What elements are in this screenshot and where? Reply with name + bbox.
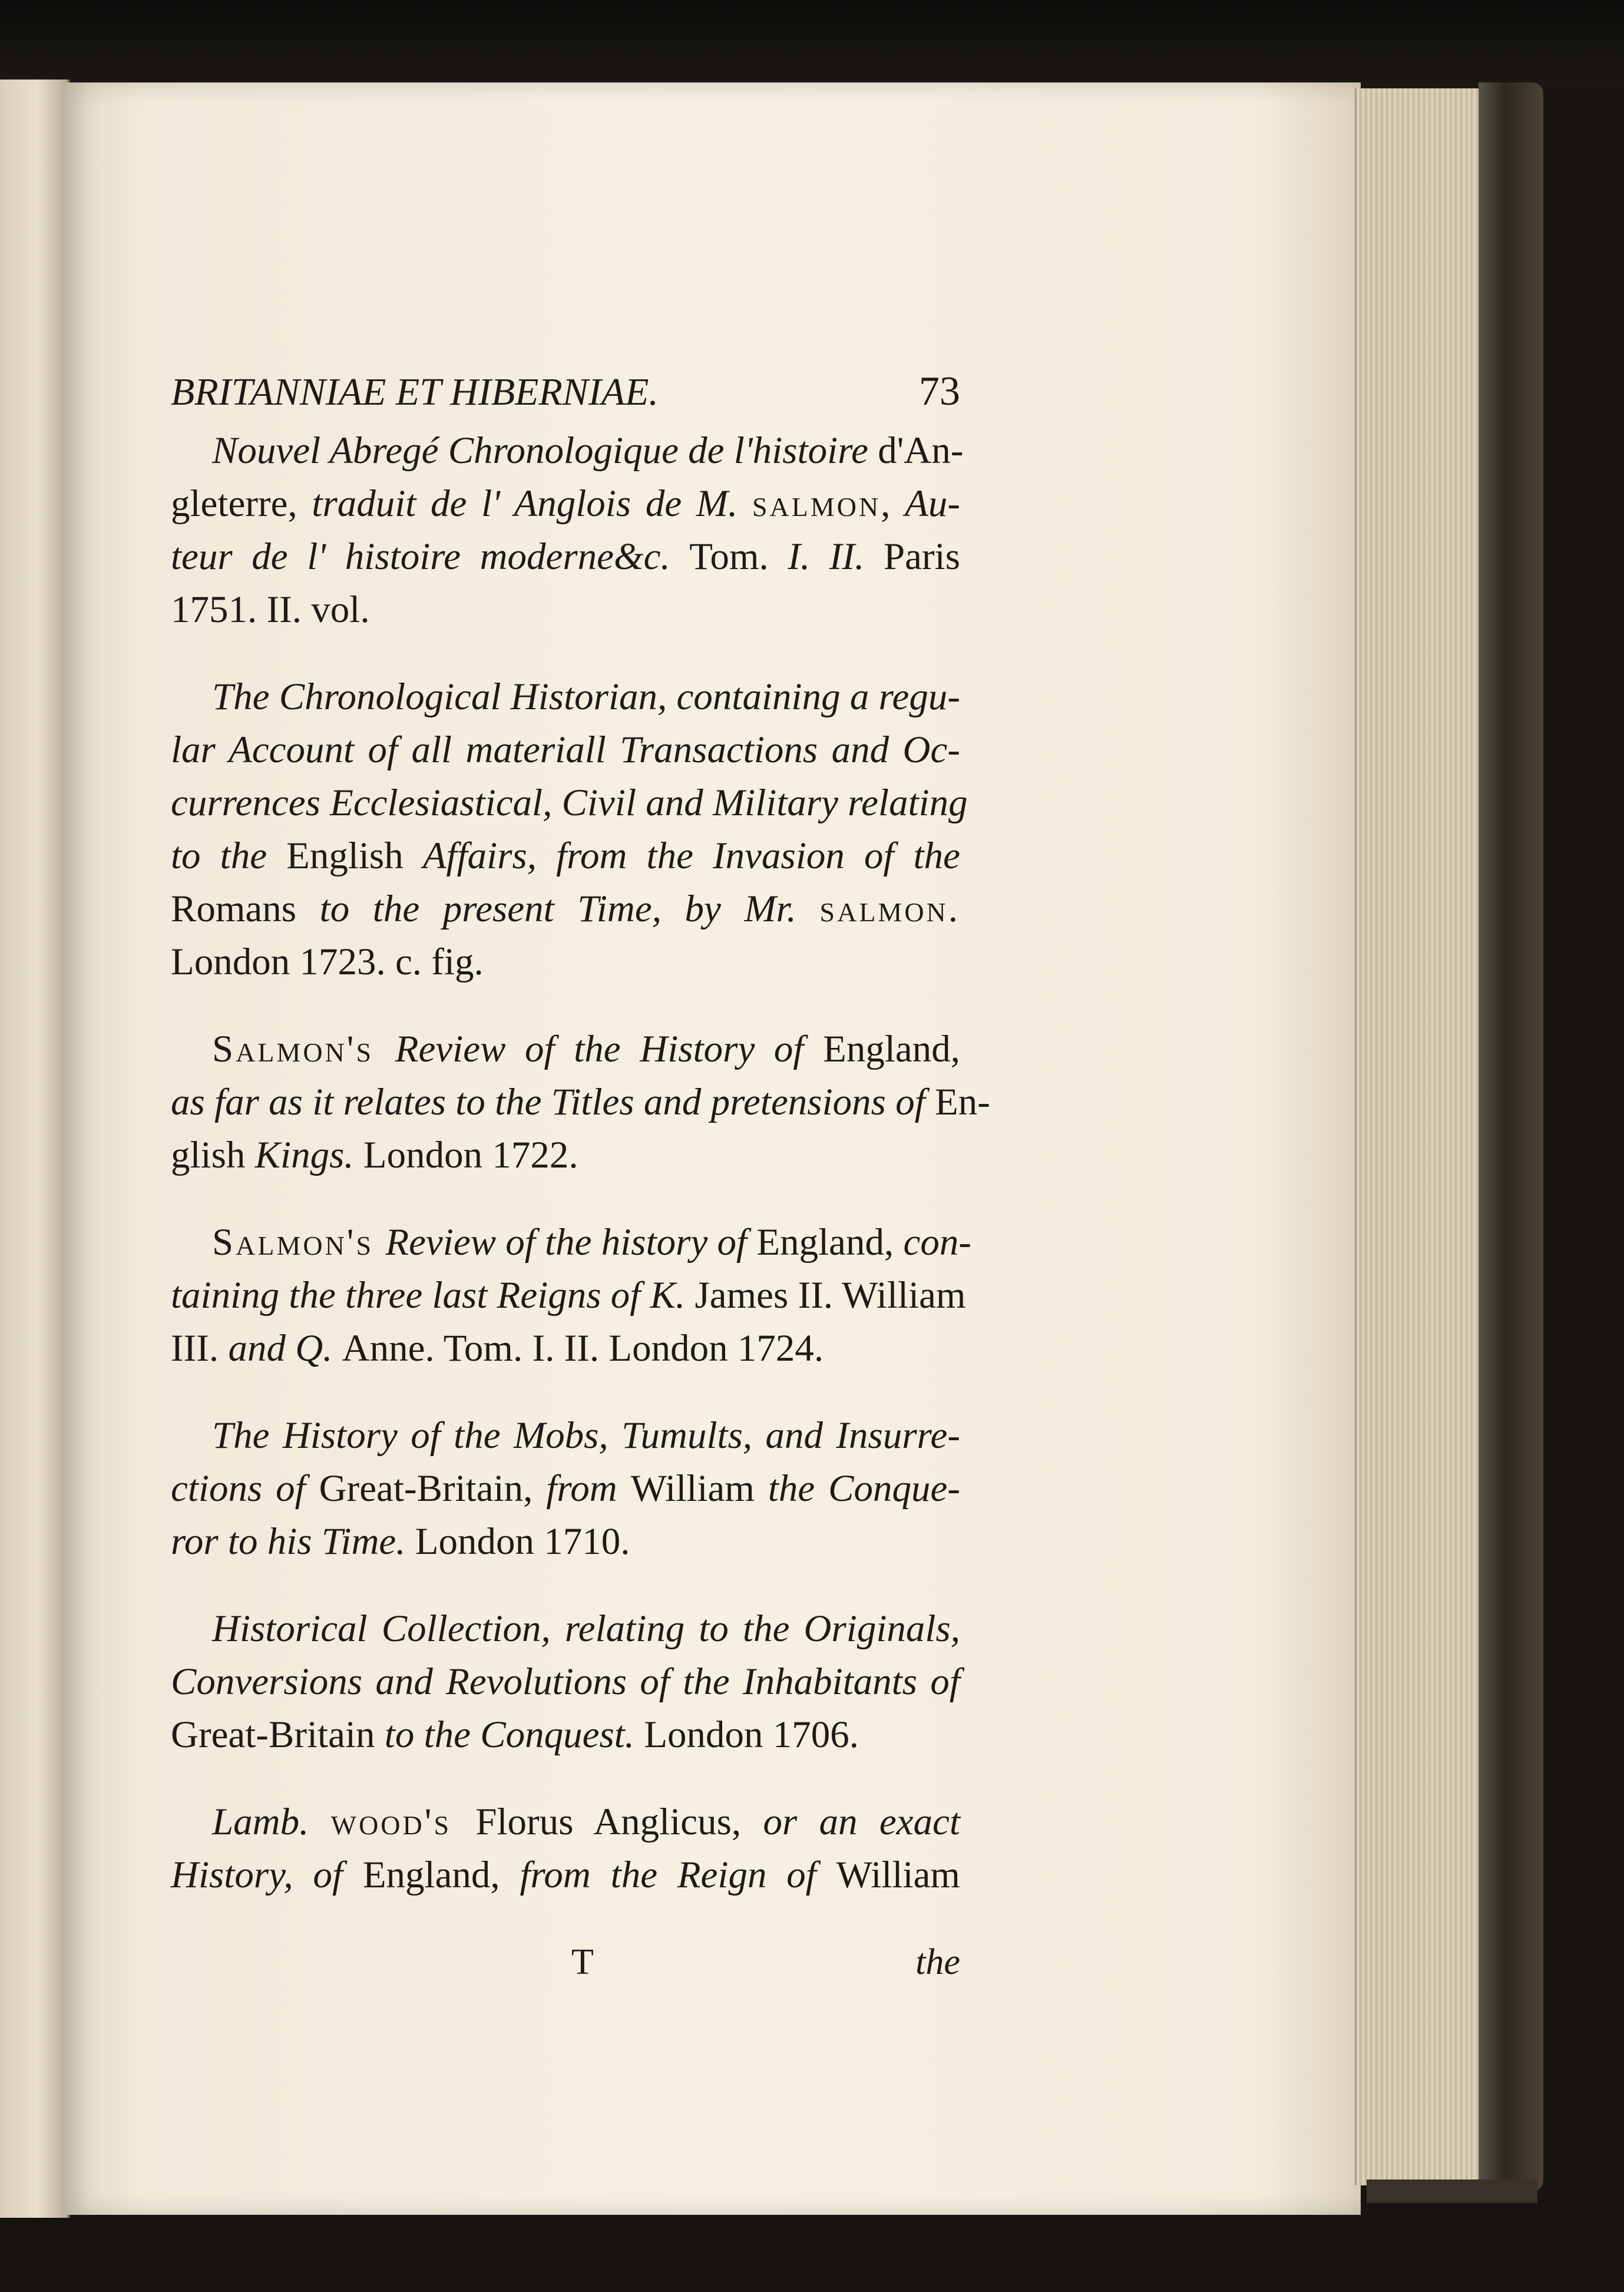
text-line <box>171 583 960 636</box>
text-line <box>171 424 964 477</box>
signature-mark: T <box>571 1942 594 1982</box>
italic-text: I. II. <box>788 535 884 578</box>
bibliography-entry <box>171 670 968 988</box>
page-footer <box>171 1936 960 1989</box>
roman-text: England, <box>823 1028 960 1070</box>
italic-text: to the present Time, by Mr. <box>319 888 820 930</box>
italic-text: as far as it relates to the Titles and pretensions of <box>171 1081 935 1123</box>
text-line <box>171 477 960 530</box>
text-line <box>171 1708 960 1761</box>
roman-text: England, <box>756 1221 904 1264</box>
roman-text: Paris <box>884 535 960 578</box>
page-title: BRITANNIAE ET HIBERNIAE. <box>171 371 659 414</box>
text-line <box>171 1848 960 1901</box>
italic-text: currences Ecclesiastical, Civil and Military relating <box>171 782 968 824</box>
italic-text: from <box>546 1467 631 1510</box>
italic-text: lar Account of all materiall Transactions and Oc- <box>171 729 960 771</box>
book-cover-bottom <box>1367 2179 1537 2203</box>
roman-text: James II. William <box>694 1274 966 1317</box>
text-line <box>171 1462 960 1515</box>
bibliography-entry <box>171 1602 960 1761</box>
running-head <box>171 365 960 424</box>
text-line <box>171 1795 960 1848</box>
text-line <box>171 1322 960 1375</box>
roman-text: 1751. II. vol. <box>171 588 370 631</box>
italic-text: to the <box>171 835 287 877</box>
italic-text: Affairs, from the Invasion of the <box>422 835 960 877</box>
text-line <box>171 935 960 988</box>
roman-text: En- <box>935 1081 990 1123</box>
roman-text: Florus Anglicus, <box>475 1801 763 1843</box>
roman-text: d'An- <box>878 429 964 472</box>
italic-text: The Chronological Historian, containing a regu- <box>212 676 960 718</box>
small-caps-text: Salmon's <box>212 1221 386 1264</box>
roman-text: London 1722. <box>363 1134 578 1176</box>
italic-text: the Conque- <box>768 1467 960 1510</box>
roman-text: London 1710. <box>415 1520 630 1563</box>
italic-text: Historical Collection, relating to the Originals, <box>212 1608 960 1650</box>
text-line <box>171 1409 960 1462</box>
italic-text: traduit de l' Anglois de M. <box>312 482 752 525</box>
page-text <box>171 365 990 1989</box>
roman-text: III. <box>171 1327 229 1370</box>
italic-text: and Q. <box>228 1327 342 1370</box>
scan-background <box>0 0 1624 88</box>
catchword: the <box>915 1942 960 1982</box>
italic-text: to the Conquest. <box>384 1714 644 1756</box>
italic-text: Review of the History of <box>395 1028 823 1070</box>
italic-text: Conversions and Revolutions of the Inhabitants of <box>171 1661 960 1703</box>
page-fore-edge <box>1355 88 1486 2185</box>
text-line <box>171 1076 990 1129</box>
italic-text: taining the three last Reigns of K. <box>171 1274 695 1317</box>
bibliography-entry <box>171 424 964 636</box>
italic-text: or an exact <box>763 1801 961 1843</box>
page-number: 73 <box>919 369 960 414</box>
text-line <box>171 829 960 882</box>
roman-text: Great-Britain, <box>319 1467 547 1510</box>
roman-text: Romans <box>171 888 320 930</box>
text-line <box>171 1129 960 1182</box>
italic-text: from the Reign of <box>520 1854 836 1896</box>
text-line <box>171 1515 960 1568</box>
roman-text: English <box>286 835 423 877</box>
small-caps-text: salmon. <box>819 888 961 930</box>
text-line <box>171 1655 960 1708</box>
text-line <box>171 776 968 829</box>
italic-text: Nouvel Abregé Chronologique de l'histoire <box>212 429 878 472</box>
roman-text: England, <box>362 1854 520 1896</box>
roman-text: gleterre, <box>171 482 312 525</box>
italic-text: teur de l' histoire moderne&c. <box>171 535 690 578</box>
text-line <box>171 1023 960 1076</box>
text-line <box>171 670 960 723</box>
italic-text: Lamb. <box>212 1801 331 1843</box>
roman-text: glish <box>171 1134 255 1176</box>
italic-text: Review of the history of <box>385 1221 757 1264</box>
text-line <box>171 530 960 583</box>
bibliography-entry <box>171 1023 990 1182</box>
left-page-edge <box>0 80 70 2218</box>
text-line <box>171 723 960 776</box>
small-caps-text: salmon <box>752 482 881 525</box>
roman-text: , <box>881 482 905 525</box>
italic-text: Au- <box>905 482 960 525</box>
text-line <box>171 882 960 935</box>
roman-text: Anne. Tom. I. II. London 1724. <box>342 1327 824 1370</box>
italic-text: ror to his Time. <box>171 1520 415 1563</box>
italic-text: ctions of <box>171 1467 319 1510</box>
roman-text: William <box>630 1467 768 1510</box>
text-line <box>171 1216 971 1269</box>
small-caps-text: wood's <box>330 1801 476 1843</box>
italic-text: The History of the Mobs, Tumults, and Insurre- <box>212 1414 960 1457</box>
book-cover <box>1479 82 1543 2191</box>
italic-text: History, of <box>171 1854 363 1896</box>
bibliography-entry <box>171 1216 971 1375</box>
italic-text: con- <box>903 1221 971 1264</box>
bibliography-entry <box>171 1795 960 1901</box>
bibliography-entries <box>171 424 990 1901</box>
small-caps-text: Salmon's <box>212 1028 395 1070</box>
roman-text: London 1723. c. fig. <box>171 941 484 983</box>
roman-text: Tom. <box>689 535 788 578</box>
roman-text: London 1706. <box>644 1714 859 1756</box>
text-line <box>171 1269 966 1322</box>
roman-text: William <box>836 1854 960 1896</box>
bibliography-entry <box>171 1409 960 1568</box>
italic-text: Kings. <box>254 1134 363 1176</box>
roman-text: Great-Britain <box>171 1714 385 1756</box>
text-line <box>171 1602 960 1655</box>
